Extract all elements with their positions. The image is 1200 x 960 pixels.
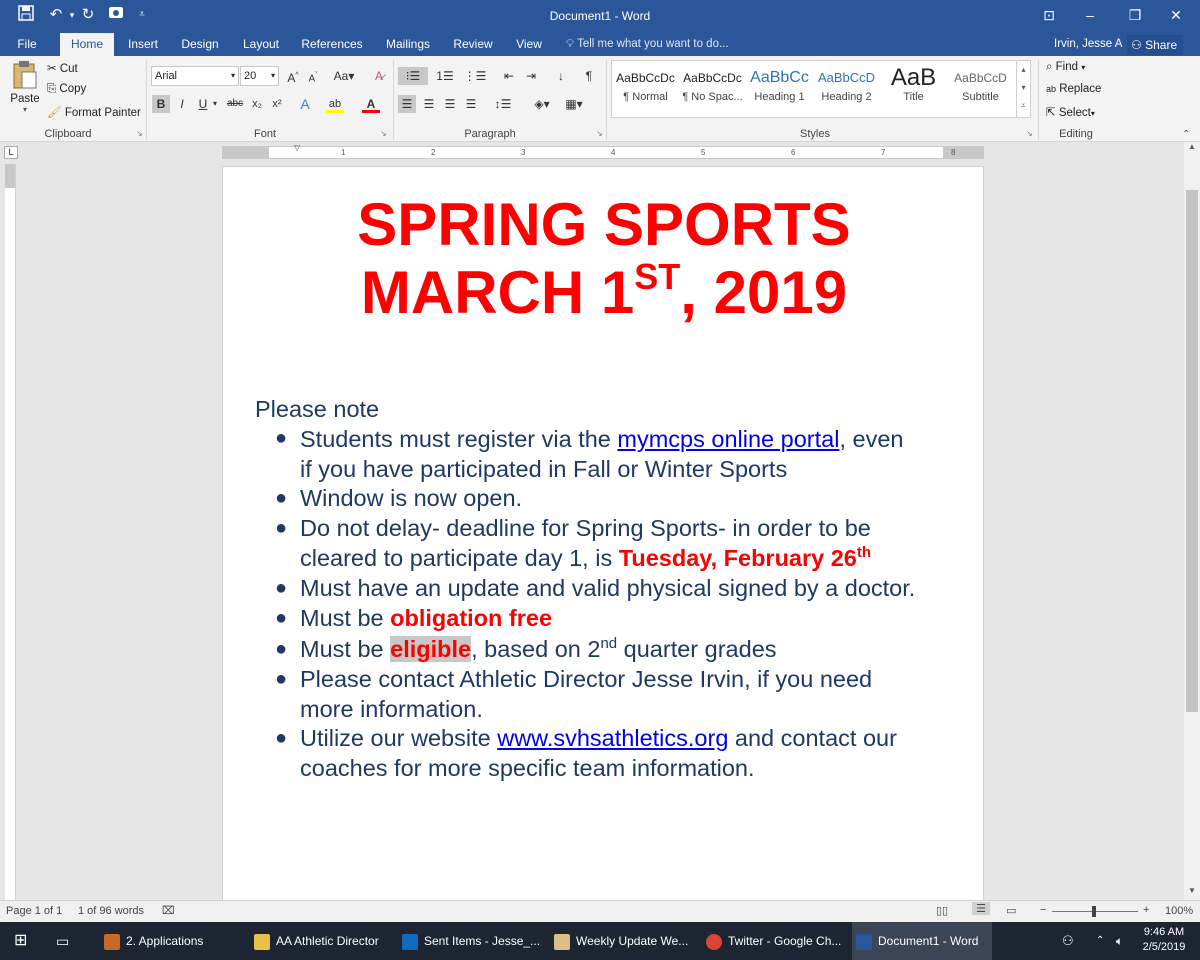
user-name[interactable]: Irvin, Jesse A [1054, 38, 1123, 50]
editing-group-label: Editing [1059, 128, 1093, 140]
style-name: Subtitle [962, 91, 999, 103]
search-icon: ⌕ [1046, 61, 1053, 73]
outlook-icon [402, 934, 418, 950]
bullet-dot: ● [275, 427, 288, 449]
bullet-register [300, 425, 980, 484]
decrease-indent-icon[interactable]: ⇤ [503, 69, 515, 83]
chevron-down-icon[interactable]: ▼ [1188, 886, 1196, 895]
justify-icon[interactable]: ☰ [465, 97, 477, 111]
text-run: , even [839, 426, 904, 452]
brush-icon: 🖌︎ [47, 107, 62, 119]
format-painter-button[interactable] [47, 105, 141, 119]
title-bar [0, 0, 1200, 33]
sort-icon[interactable]: ↓ [558, 69, 564, 83]
taskbar-label: Twitter - Google Ch... [728, 934, 842, 948]
zoom-in-icon[interactable]: + [1143, 904, 1150, 916]
style-preview: AaBbCcDc [616, 71, 675, 85]
font-launcher-icon[interactable]: ↘ [380, 129, 387, 138]
zoom-slider-handle[interactable] [1092, 906, 1096, 917]
taskbar-item-applications[interactable] [100, 922, 244, 960]
replace-icon: ab [1046, 84, 1057, 94]
replace-button[interactable] [1046, 83, 1101, 95]
chrome-icon [706, 934, 722, 950]
clear-formatting-icon[interactable]: A̷ [374, 69, 383, 83]
strikethrough-icon[interactable]: abc [226, 98, 244, 109]
horizontal-ruler[interactable] [222, 143, 984, 159]
bullet-dot: ● [275, 607, 288, 629]
minimize-icon[interactable]: – [1086, 7, 1094, 23]
read-mode-icon[interactable]: ▯▯ [936, 905, 949, 917]
indent-marker[interactable]: ▽ [294, 143, 301, 152]
ruler-margin-left [223, 147, 269, 158]
style-normal[interactable] [612, 67, 679, 113]
group-separator [606, 60, 607, 140]
eligible-text: eligible [390, 636, 472, 662]
group-separator [393, 60, 394, 140]
bullet-obligation [300, 604, 552, 634]
zoom-level[interactable]: 100% [1165, 905, 1194, 917]
tab-design[interactable]: Design [181, 37, 219, 51]
bullet-dot: ● [275, 638, 288, 660]
style-name: Heading 2 [821, 91, 872, 103]
cursor-icon: ⇱ [1046, 107, 1056, 119]
page-count[interactable]: Page 1 of 1 [6, 905, 63, 917]
redo-icon[interactable]: ↻ [81, 6, 95, 23]
person-icon: ⚇ [1131, 38, 1142, 52]
tab-file[interactable]: File [17, 37, 37, 51]
paste-label: Paste [10, 93, 40, 105]
share-button[interactable] [1127, 35, 1183, 55]
superscript-icon[interactable]: x² [272, 98, 282, 110]
group-separator [1038, 60, 1039, 140]
document-page[interactable] [222, 166, 984, 906]
font-size-box[interactable] [240, 66, 279, 86]
chevron-down-icon: ▾ [1081, 63, 1086, 72]
ruler-margin-top [5, 164, 15, 188]
style-subtitle[interactable] [947, 67, 1014, 113]
deadline-superscript: th [856, 543, 872, 561]
ribbon-display-options-icon[interactable]: ⊡ [1043, 7, 1055, 23]
bullet-dot: ● [275, 487, 288, 509]
ruler-number: 5 [701, 148, 706, 157]
text-run: , based on 2 [471, 636, 601, 662]
lightbulb-icon: 💡︎ [566, 38, 575, 50]
tab-references[interactable]: References [301, 37, 363, 51]
copy-button[interactable] [47, 83, 86, 96]
text-run: Students must register via the [300, 426, 618, 452]
scrollbar-thumb[interactable] [1186, 190, 1198, 712]
ruler-number: 6 [791, 148, 796, 157]
customize-quick-access-icon[interactable]: ⩡ [139, 9, 145, 20]
heading-date-main: MARCH 1 [360, 259, 635, 326]
find-button[interactable] [1046, 61, 1085, 74]
chevron-up-icon[interactable]: ▴ [1021, 65, 1026, 74]
text-run: Must be [300, 605, 391, 631]
tab-layout[interactable]: Layout [242, 37, 280, 51]
restore-icon[interactable]: ❐ [1128, 7, 1142, 23]
bullet-dot: ● [275, 727, 288, 749]
tab-mailings[interactable]: Mailings [385, 37, 430, 51]
clipboard-launcher-icon[interactable]: ↘ [136, 129, 143, 138]
taskbar-label: Weekly Update We... [576, 934, 689, 948]
style-preview: AaBbCcD [954, 71, 1007, 85]
text-run: cleared to participate day 1, is [300, 544, 619, 571]
text-run: Utilize our website [300, 725, 498, 751]
word-icon [856, 934, 872, 950]
text-run: coaches for more specific team information. [300, 754, 755, 781]
taskbar-label: Sent Items - Jesse_... [424, 934, 541, 948]
expand-gallery-icon[interactable]: ⩡ [1021, 101, 1026, 110]
ruler-number: 7 [881, 148, 886, 157]
ribbon-tabs [0, 33, 1200, 56]
taskbar-label: AA Athletic Director [276, 934, 379, 948]
obligation-free-text: obligation free [390, 605, 553, 631]
taskbar-label: 2. Applications [126, 934, 204, 948]
style-heading-2[interactable] [813, 67, 880, 113]
increase-indent-icon[interactable]: ⇥ [525, 69, 537, 83]
scissors-icon: ✂ [47, 63, 57, 75]
style-preview: AaBbCcDc [683, 71, 742, 85]
text-run: more information. [300, 695, 483, 722]
styles-scroll[interactable] [1016, 61, 1030, 117]
underline-icon[interactable]: U [198, 97, 208, 111]
style-preview: AaB [890, 67, 937, 89]
cut-label: Cut [59, 63, 78, 75]
tell-me-box[interactable] [566, 33, 729, 56]
paste-button[interactable] [8, 60, 42, 112]
tab-review[interactable]: Review [453, 37, 493, 51]
style-name: ¶ Normal [623, 91, 668, 103]
font-name-box[interactable] [151, 66, 239, 86]
chevron-up-icon[interactable]: ▲ [1188, 142, 1196, 151]
windows-start-icon[interactable]: ⊞ [14, 932, 28, 949]
tab-insert[interactable]: Insert [127, 37, 158, 51]
style-no-spacing[interactable] [679, 67, 746, 113]
tab-selector[interactable]: L [4, 146, 18, 159]
speaker-icon[interactable]: 🔈︎ [1116, 934, 1124, 948]
bullet-dot: ● [275, 517, 288, 539]
taskbar-item-sent-items[interactable] [398, 922, 542, 960]
website-link[interactable]: www.svhsathletics.org [497, 725, 729, 751]
align-left-icon[interactable]: ☰ [398, 95, 416, 113]
style-heading-1[interactable] [746, 67, 813, 113]
print-layout-icon[interactable]: ☰ [972, 902, 990, 915]
format-painter-label: Format Painter [64, 107, 141, 119]
text-run: Please contact Athletic Director Jesse Irvin, if you need [300, 666, 873, 692]
text-run: Must be [300, 636, 391, 662]
style-preview: AaBbCc [750, 69, 809, 86]
chevron-down-icon: ▾ [1090, 109, 1095, 118]
people-icon[interactable]: ⚇ [1062, 933, 1074, 948]
text-run: quarter grades [617, 636, 777, 662]
styles-launcher-icon[interactable]: ↘ [1026, 129, 1033, 138]
bold-icon[interactable]: B [152, 95, 170, 113]
paragraph-group-label: Paragraph [464, 128, 516, 140]
heading-date-year: , 2019 [680, 259, 848, 326]
ribbon [0, 56, 1200, 142]
bullet-physical: Must have an update and valid physical signed by a doctor. [300, 575, 916, 601]
clock-date: 2/5/2019 [1142, 941, 1186, 953]
word-count[interactable]: 1 of 96 words [78, 905, 145, 917]
style-title[interactable] [880, 67, 947, 113]
bullet-window-open: Window is now open. [300, 485, 523, 511]
tab-view[interactable]: View [516, 37, 542, 51]
copy-icon: ⎘ [47, 83, 57, 95]
taskbar-item-twitter-chrome[interactable] [702, 922, 846, 960]
grow-font-icon[interactable]: A^ [287, 71, 299, 85]
ruler-number: 1 [341, 148, 346, 157]
styles-group-label: Styles [800, 128, 830, 140]
paste-icon [8, 60, 42, 93]
ruler-number: 2 [431, 148, 436, 157]
find-label: Find [1055, 61, 1079, 73]
font-size-value: 20 [244, 70, 257, 82]
text-run: Do not delay- deadline for Spring Sports- in order to be [300, 515, 871, 541]
borders-icon[interactable]: ▦▾ [565, 97, 583, 111]
ruler-number: 3 [521, 148, 526, 157]
multilevel-list-icon[interactable]: ⋮☰ [463, 69, 487, 83]
taskbar [0, 922, 1200, 960]
zoom-out-icon[interactable]: − [1040, 904, 1047, 916]
style-name: ¶ No Spac... [682, 91, 743, 103]
status-bar [0, 900, 1200, 922]
select-label: Select [1058, 107, 1091, 119]
portal-link[interactable]: mymcps online portal [617, 426, 840, 452]
cut-button[interactable] [47, 61, 78, 75]
taskbar-label: Document1 - Word [878, 934, 979, 948]
chevron-down-icon[interactable]: ▾ [270, 71, 275, 80]
font-name-value: Arial [155, 70, 178, 82]
group-separator [146, 60, 147, 140]
taskbar-item-word[interactable] [852, 922, 992, 960]
chevron-down-icon[interactable]: ▾ [1021, 83, 1026, 92]
clipboard-group-label: Clipboard [44, 128, 92, 140]
highlight-icon[interactable]: ab [326, 95, 344, 113]
share-label: Share [1145, 38, 1178, 52]
web-layout-icon[interactable]: ▭ [1006, 905, 1017, 917]
folder-icon [104, 934, 120, 950]
style-preview: AaBbCcD [817, 70, 876, 85]
ruler-number: 4 [611, 148, 616, 157]
tab-home[interactable]: Home [60, 33, 114, 56]
proofing-icon[interactable]: ⌧ [162, 905, 175, 917]
clock-time: 9:46 AM [1143, 926, 1185, 938]
style-name: Heading 1 [754, 91, 805, 103]
bullets-icon[interactable]: ⁝☰ [398, 67, 428, 85]
folder-icon [254, 934, 270, 950]
numbering-icon[interactable]: 1☰ [436, 69, 454, 83]
intro-text: Please note [255, 396, 380, 422]
window-title: Document1 - Word [549, 9, 651, 23]
bullet-website [300, 724, 980, 783]
chevron-down-icon[interactable]: ▾ [212, 99, 217, 108]
text-run: if you have participated in Fall or Winter Sports [300, 455, 788, 482]
styles-gallery [611, 60, 1031, 118]
style-name: Title [903, 91, 924, 103]
heading-spring-sports: SPRING SPORTS [357, 191, 851, 258]
subscript-icon[interactable]: x₂ [252, 98, 262, 110]
vertical-ruler[interactable] [5, 164, 16, 900]
font-color-icon[interactable]: A [362, 95, 380, 113]
close-icon[interactable]: ✕ [1170, 7, 1182, 23]
bullet-eligible [300, 635, 777, 665]
chevron-up-icon[interactable]: ⌃ [1096, 935, 1105, 946]
tell-me-placeholder: Tell me what you want to do... [577, 38, 729, 50]
shading-icon[interactable]: ◈▾ [534, 97, 550, 111]
show-formatting-icon[interactable]: ¶ [585, 69, 593, 83]
bullet-dot: ● [275, 577, 288, 599]
collapse-ribbon-icon[interactable]: ⌃ [1182, 129, 1191, 140]
font-group-label: Font [253, 128, 276, 140]
text-effects-icon[interactable]: A [300, 96, 310, 112]
taskbar-item-athletic-director[interactable] [250, 922, 390, 960]
bullet-contact [300, 665, 980, 724]
system-clock[interactable] [1140, 925, 1188, 955]
select-button[interactable] [1046, 105, 1095, 119]
italic-icon[interactable]: I [180, 97, 184, 111]
grade-superscript: nd [600, 635, 618, 653]
align-center-icon[interactable]: ☰ [423, 97, 435, 111]
paste-dropdown-icon: ▾ [22, 105, 27, 114]
undo-icon[interactable]: ↶ [49, 6, 63, 23]
envelope-icon [554, 934, 570, 950]
shrink-font-icon[interactable]: $A^ˇ$ [308, 72, 318, 85]
heading-date-superscript: ST [634, 256, 681, 297]
change-case-icon[interactable]: Aa▾ [333, 69, 355, 83]
replace-label: Replace [1059, 83, 1102, 95]
align-right-icon[interactable]: ☰ [444, 97, 456, 111]
heading-date [223, 256, 985, 327]
line-spacing-icon[interactable]: ↕☰ [494, 97, 512, 111]
deadline-date: Tuesday, February 26 [618, 544, 857, 571]
bullet-deadline [300, 514, 980, 573]
undo-dropdown-icon[interactable]: ▾ [69, 10, 75, 20]
chevron-down-icon[interactable]: ▾ [230, 71, 235, 80]
bullet-dot: ● [275, 668, 288, 690]
paragraph-launcher-icon[interactable]: ↘ [596, 129, 603, 138]
task-view-icon[interactable]: ▭ [56, 933, 70, 949]
ruler-margin-right [943, 147, 983, 158]
taskbar-item-weekly-update[interactable] [550, 922, 694, 960]
copy-label: Copy [59, 83, 87, 95]
ruler-number: 8 [951, 148, 956, 157]
text-run: and contact our [728, 725, 897, 751]
